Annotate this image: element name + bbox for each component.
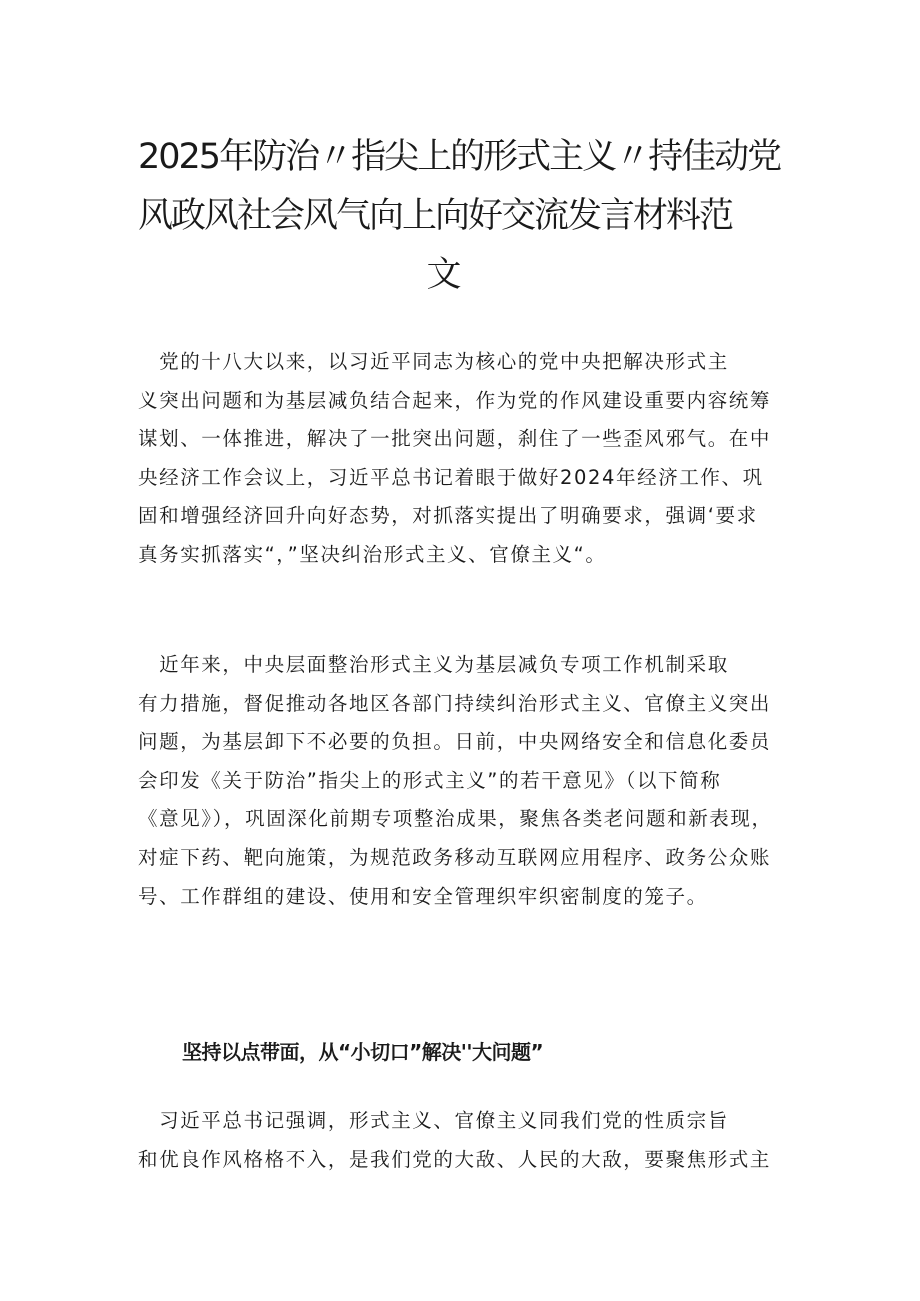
paragraph-line: 近年来，中央层面整治形式主义为基层减负专项工作机制采取 [138,653,729,676]
paragraph-line: 《意见》），巩固深化前期专项整治成果，聚焦各类老问题和新表现， [138,807,773,831]
title-line-1: 2025年防治〃指尖上的形式主义〃持佳动党 [138,137,781,177]
paragraph-line: 和优良作风格格不入，是我们党的大敌、人民的大敌，要聚焦形式主 [138,1147,772,1171]
paragraph-line: 对症下药、靶向施策，为规范政务移动互联网应用程序、政务公众账 [138,845,772,869]
paragraph-2 [138,646,782,916]
paragraph-line: 会印发《关于防治”指尖上的形式主义”的若干意见》（以下简称 [138,768,722,792]
title-line-3: 文 [426,255,460,295]
paragraph-line: 有力措施，督促推动各地区各部门持续纠治形式主义、官僚主义突出 [138,691,772,715]
paragraph-line: 谋划、一体推进，解决了一批突出问题，刹住了一些歪风邪气。在中 [138,427,772,451]
paragraph-line: 央经济工作会议上，习近平总书记着眼于做好2024年经济工作、巩 [138,465,764,489]
paragraph-line: 习近平总书记强调，形式主义、官僚主义同我们党的性质宗旨 [138,1109,729,1132]
paragraph-3 [138,1102,782,1179]
paragraph-line: 问题，为基层卸下不必要的负担。日前，中央网络安全和信息化委员 [138,730,772,754]
paragraph-line: 真务实抓落实“，”坚决纠治形式主义、官僚主义“。 [138,542,607,566]
section-heading: 坚持以点带面，从“小切口”解决''大问题” [182,1040,544,1064]
document-title [138,128,783,305]
paragraph-line: 义突出问题和为基层减负结合起来，作为党的作风建设重要内容统筹 [138,388,772,412]
paragraph-line: 号、工作群组的建设、使用和安全管理织牢织密制度的笼子。 [138,884,708,908]
paragraph-line: 固和增强经济回升向好态势，对抓落实提出了明确要求，强调‘要求 [138,504,758,528]
paragraph-1 [138,343,782,575]
title-line-2: 风政风社会风气向上向好交流发言材料范 [138,196,733,236]
paragraph-line: 党的十八大以来，以习近平同志为核心的党中央把解决形式主 [138,350,729,373]
